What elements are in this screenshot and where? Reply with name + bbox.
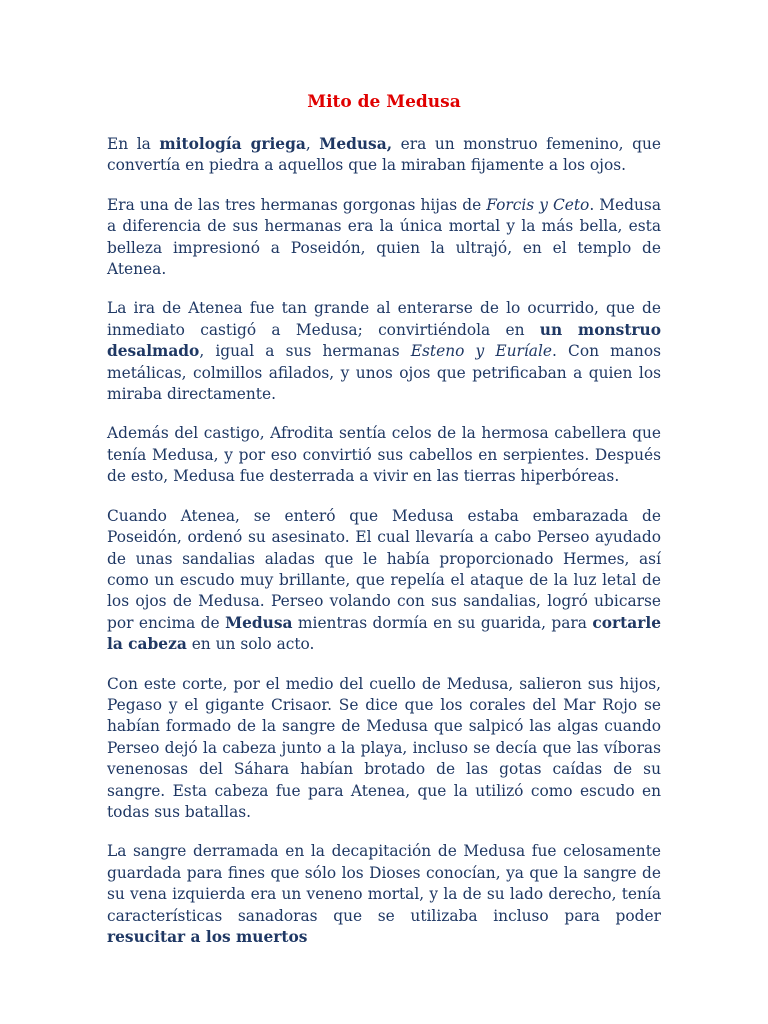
bold-text: Medusa (225, 613, 293, 632)
paragraph-text: en un solo acto. (186, 635, 315, 654)
paragraph-text: Además del castigo, Afrodita sentía celos de la hermosa cabellera que tenía Medusa, y por eso convirtió sus cabellos en serpientes. Después de esto, Medusa fue desterrada a vivir en las tierras hiperbóreas. (107, 424, 661, 486)
paragraph-text: era un monstruo femenino, que convertía en piedra a aquellos que la miraban fijamente a los ojos. (107, 135, 661, 175)
bold-text: Medusa, (319, 135, 393, 153)
paragraph (107, 841, 661, 948)
paragraph (107, 423, 661, 487)
document-body (107, 134, 661, 948)
italic-text: Esteno y Euríale (410, 342, 553, 361)
bold-text: un monstruo desalmado (107, 320, 661, 361)
bold-text: mitología griega (159, 135, 306, 153)
paragraph (107, 506, 661, 656)
paragraph-text: Era una de las tres hermanas gorgonas hijas de (107, 195, 487, 214)
paragraph-text: La sangre derramada en la decapitación de Medusa fue celosamente guardada para fines que sólo los Dioses conocían, ya que la sangre de su vena izquierda era un veneno mortal, y la de su lado derecho, tenía características sanadoras que se utilizaba incluso para poder (107, 842, 661, 925)
italic-text: Forcis y Ceto (486, 195, 590, 214)
paragraph (107, 298, 661, 405)
paragraph-text: Con este corte, por el medio del cuello de Medusa, salieron sus hijos, Pegaso y el gigante Crisaor. Se dice que los corales del Mar Rojo se habían formado de la sangre de Medusa que salpicó las algas cuando Perseo dejó la cabeza junto a la playa, incluso se decía que las víboras venenosas del Sáhara habían brotado de las gotas caídas de su sangre. Esta cabeza fue para Atenea, que la utilizó como escudo en todas sus batallas. (107, 674, 661, 821)
paragraph (107, 674, 661, 824)
bold-text: resucitar a los muertos (107, 928, 308, 946)
paragraph (107, 195, 661, 281)
paragraph-text: Cuando Atenea, se enteró que Medusa estaba embarazada de Poseidón, ordenó su asesinato. El cual llevaría a cabo Perseo ayudado de unas sandalias aladas que le había proporcionado Hermes, así como un escudo muy brillante, que repelía el ataque de la luz letal de los ojos de Medusa. Perseo volando con sus sandalias, logró ubicarse por encima de (107, 506, 661, 632)
paragraph-text: mientras dormía en su guarida, para (292, 613, 593, 632)
paragraph-text: , igual a sus hermanas (199, 342, 411, 361)
bold-text: cortarle la cabeza (107, 613, 661, 654)
paragraph-text: En la (107, 135, 160, 153)
paragraph (107, 134, 661, 177)
document-page (107, 90, 661, 966)
paragraph-text: . Con manos metálicas, colmillos afilados, y unos ojos que petrificaban a quien los miraba directamente. (107, 342, 662, 404)
paragraph-text: La ira de Atenea fue tan grande al enterarse de lo ocurrido, que de inmediato castigó a Medusa; convirtiéndola en (107, 299, 661, 339)
document-title: Mito de Medusa (307, 92, 461, 112)
paragraph-text: . Medusa a diferencia de sus hermanas era la única mortal y la más bella, esta belleza impresionó a Poseidón, quien la ultrajó, en el templo de Atenea. (107, 195, 661, 279)
paragraph-text: , (305, 135, 320, 153)
